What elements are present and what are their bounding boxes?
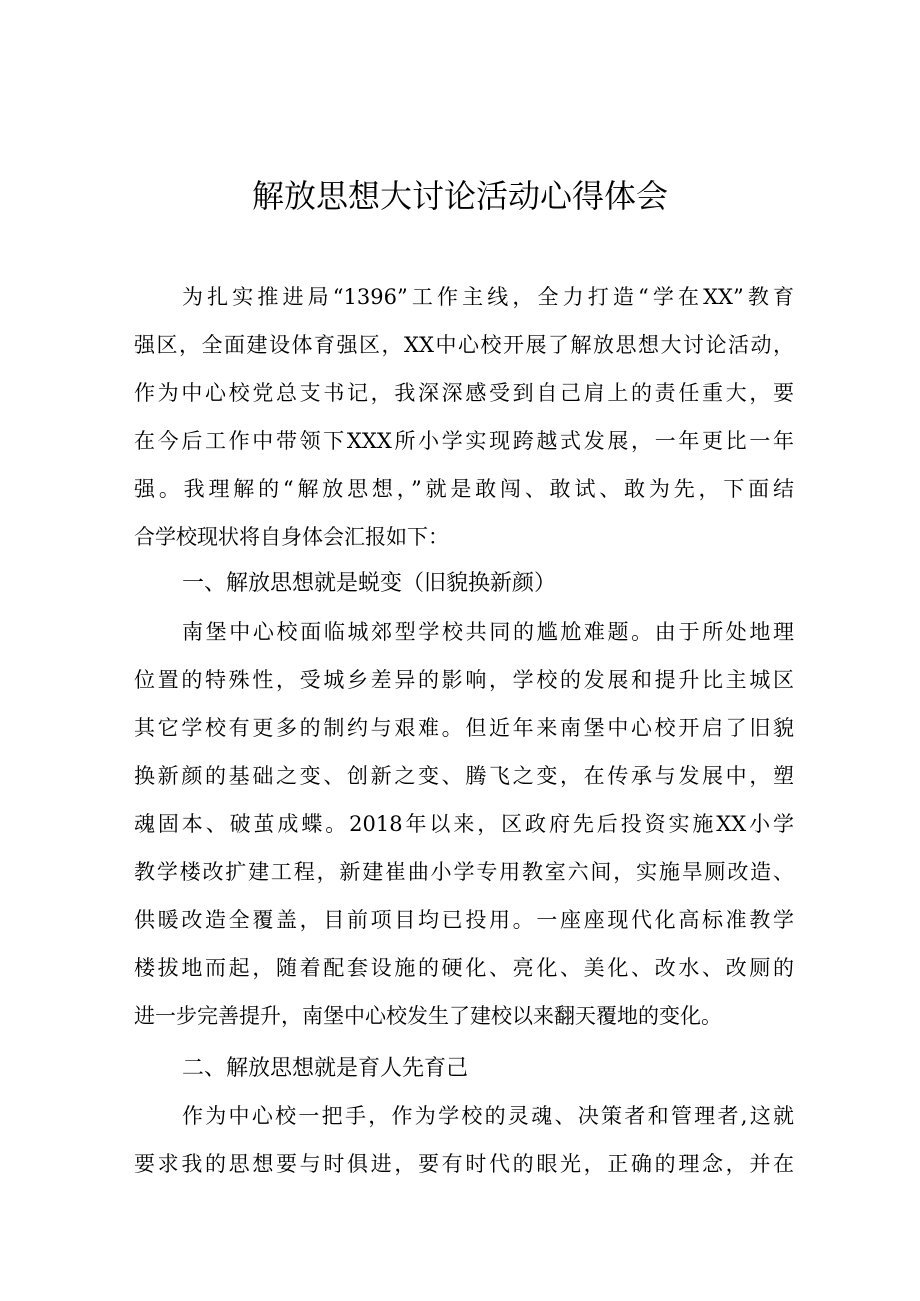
paragraph-line: 作为中心校党总支书记，我深深感受到自己肩上的责任重大，要 (134, 381, 794, 405)
paragraph-line: 楼拔地而起，随着配套设施的硬化、亮化、美化、改水、改厕的 (134, 956, 794, 980)
paragraph-line: 南堡中心校面临城郊型学校共同的尴尬难题。由于所处地理 (182, 620, 794, 644)
paragraph-line: 合学校现状将自身体会汇报如下： (134, 525, 449, 549)
section-heading: 二、解放思想就是育人先育己 (182, 1056, 469, 1081)
paragraph-line: 换新颜的基础之变、创新之变、腾飞之变，在传承与发展中，塑 (134, 764, 794, 788)
paragraph-line: 位置的特殊性，受城乡差异的影响，学校的发展和提升比主城区 (134, 668, 794, 692)
paragraph-line: 其它学校有更多的制约与艰难。但近年来南堡中心校开启了旧貌 (134, 716, 794, 740)
paragraph-line: 要求我的思想要与时俱进，要有时代的眼光，正确的理念，并在 (134, 1152, 794, 1176)
paragraph-line: 为扎实推进局“1396”工作主线，全力打造“学在XX”教育 (182, 285, 794, 309)
paragraph-line: 强区，全面建设体育强区，XX中心校开展了解放思想大讨论活动， (134, 333, 794, 357)
paragraph-line: 魂固本、破茧成蝶。2018年以来，区政府先后投资实施XX小学 (134, 812, 794, 836)
paragraph-line: 强。我理解的“解放思想，”就是敢闯、敢试、敢为先，下面结 (134, 477, 794, 501)
document-title: 解放思想大讨论活动心得体会 (251, 177, 668, 215)
paragraph-line: 作为中心校一把手，作为学校的灵魂、决策者和管理者,这就 (182, 1104, 794, 1128)
paragraph-line: 在今后工作中带领下XXX所小学实现跨越式发展，一年更比一年 (134, 429, 794, 453)
paragraph-line: 供暖改造全覆盖，目前项目均已投用。一座座现代化高标准教学 (134, 908, 794, 932)
paragraph-line: 教学楼改扩建工程，新建崔曲小学专用教室六间，实施旱厕改造、 (134, 860, 794, 884)
section-heading: 一、解放思想就是蜕变（旧貌换新颜） (182, 571, 557, 596)
paragraph-line: 进一步完善提升，南堡中心校发生了建校以来翻天覆地的变化。 (134, 1004, 722, 1028)
